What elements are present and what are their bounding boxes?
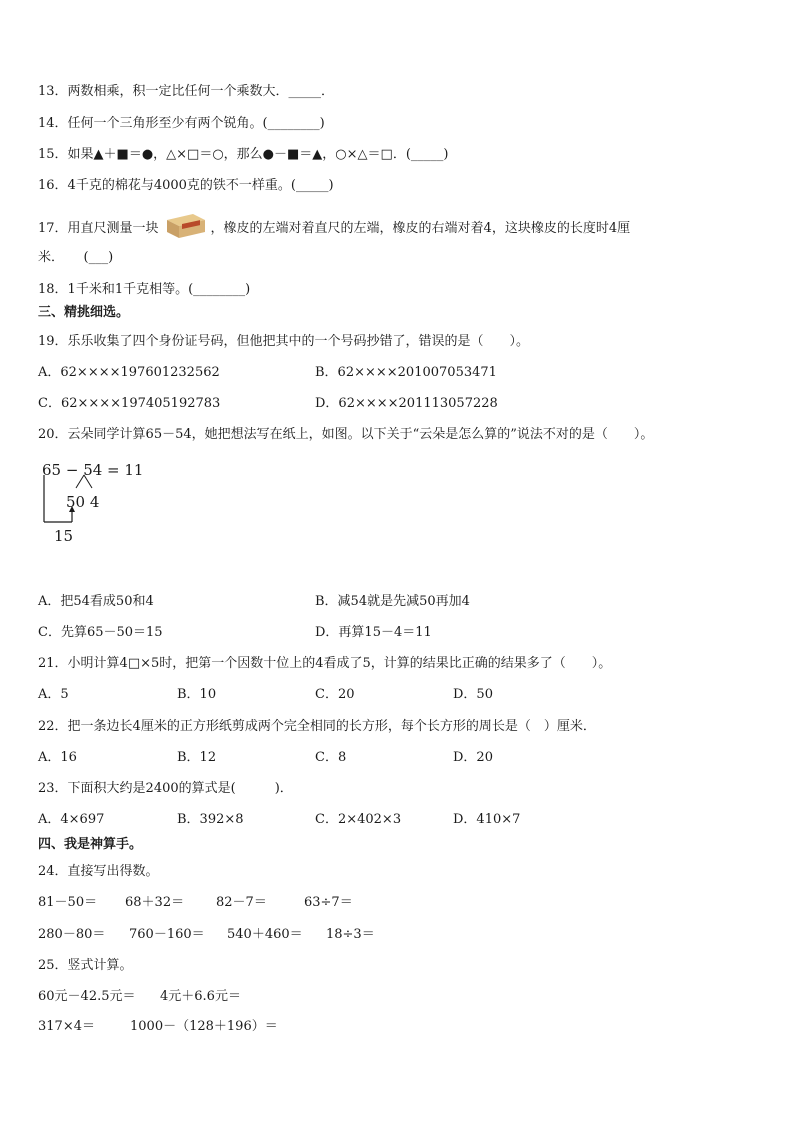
question-14: 14．任何一个三角形至少有两个锐角。(________) [38, 116, 325, 131]
question-13: 13．两数相乘，积一定比任何一个乘数大．_____． [38, 84, 335, 99]
question-18: 18．1千米和1千克相等。(________) [38, 282, 251, 297]
figure-result: 15 [54, 527, 74, 545]
question-24-stem: 24．直接写出得数。 [38, 864, 159, 879]
question-19-stem: 19．乐乐收集了四个身份证号码，但他把其中的一个号码抄错了，错误的是（ ）。 [38, 334, 530, 349]
option-23-b: B．392×8 [177, 812, 244, 827]
option-19-d: D．62××××201113057228 [315, 396, 498, 411]
option-20-d: D．再算15－4＝11 [315, 625, 432, 640]
calc-24-3: 82－7＝ [216, 895, 267, 910]
calc-24-8: 18÷3＝ [326, 927, 375, 942]
question-21-stem: 21．小明计算4□×5时，把第一个因数十位上的4看成了5，计算的结果比正确的结果多了（ ）。 [38, 656, 612, 671]
calculation-figure [38, 458, 144, 548]
calc-25-3: 317×4＝ [38, 1019, 95, 1034]
option-23-d: D．410×7 [453, 812, 521, 827]
calc-24-2: 68＋32＝ [125, 895, 185, 910]
question-17-before: 17．用直尺测量一块 [38, 221, 159, 236]
calc-25-2: 4元＋6.6元＝ [160, 989, 241, 1004]
calc-25-1: 60元－42.5元＝ [38, 989, 136, 1004]
question-20-stem: 20．云朵同学计算65－54，她把想法写在纸上，如图。以下关于“云朵是怎么算的”说法不对的是（ ）。 [38, 427, 654, 442]
option-22-a: A．16 [38, 750, 77, 765]
calc-24-4: 63÷7＝ [304, 895, 353, 910]
question-17-after: ，橡皮的左端对着直尺的左端，橡皮的右端对着4，这块橡皮的长度时4厘 [210, 221, 631, 236]
section-3-title: 三、精挑细选。 [38, 305, 130, 320]
option-20-b: B．减54就是先减50再加4 [315, 594, 470, 609]
option-21-a: A．5 [38, 687, 69, 702]
option-22-b: B．12 [177, 750, 217, 765]
question-16: 16．4千克的棉花与4000克的铁不一样重。(_____) [38, 178, 334, 193]
option-21-c: C．20 [315, 687, 355, 702]
option-19-b: B．62××××201007053471 [315, 365, 497, 380]
calc-24-1: 81－50＝ [38, 895, 98, 910]
calc-24-6: 760－160＝ [129, 927, 205, 942]
figure-split: 50 4 [66, 493, 100, 511]
calc-24-5: 280－80＝ [38, 927, 106, 942]
option-19-a: A．62××××197601232562 [38, 365, 220, 380]
eraser-image [163, 212, 207, 245]
calc-25-4: 1000－（128＋196）＝ [130, 1019, 278, 1034]
option-19-c: C．62××××197405192783 [38, 396, 221, 411]
option-20-a: A．把54看成50和4 [38, 594, 154, 609]
figure-equation: 65 − 54 = 11 [42, 461, 144, 479]
option-22-c: C．8 [315, 750, 347, 765]
question-17 [38, 212, 630, 245]
option-20-c: C．先算65－50＝15 [38, 625, 163, 640]
option-21-b: B．10 [177, 687, 217, 702]
option-21-d: D．50 [453, 687, 493, 702]
question-17-line2: 米． (___) [38, 250, 114, 265]
question-15: 15．如果▲＋■＝●，△×□＝○，那么●－■＝▲，○×△＝□．(_____) [38, 147, 449, 162]
option-23-a: A．4×697 [38, 812, 105, 827]
option-23-c: C．2×402×3 [315, 812, 402, 827]
option-22-d: D．20 [453, 750, 493, 765]
calc-24-7: 540＋460＝ [227, 927, 303, 942]
question-25-stem: 25．竖式计算。 [38, 958, 133, 973]
question-23-stem: 23．下面积大约是2400的算式是( )． [38, 781, 293, 796]
question-22-stem: 22．把一条边长4厘米的正方形纸剪成两个完全相同的长方形，每个长方形的周长是（ ）厘米． [38, 719, 596, 734]
section-4-title: 四、我是神算手。 [38, 837, 143, 852]
